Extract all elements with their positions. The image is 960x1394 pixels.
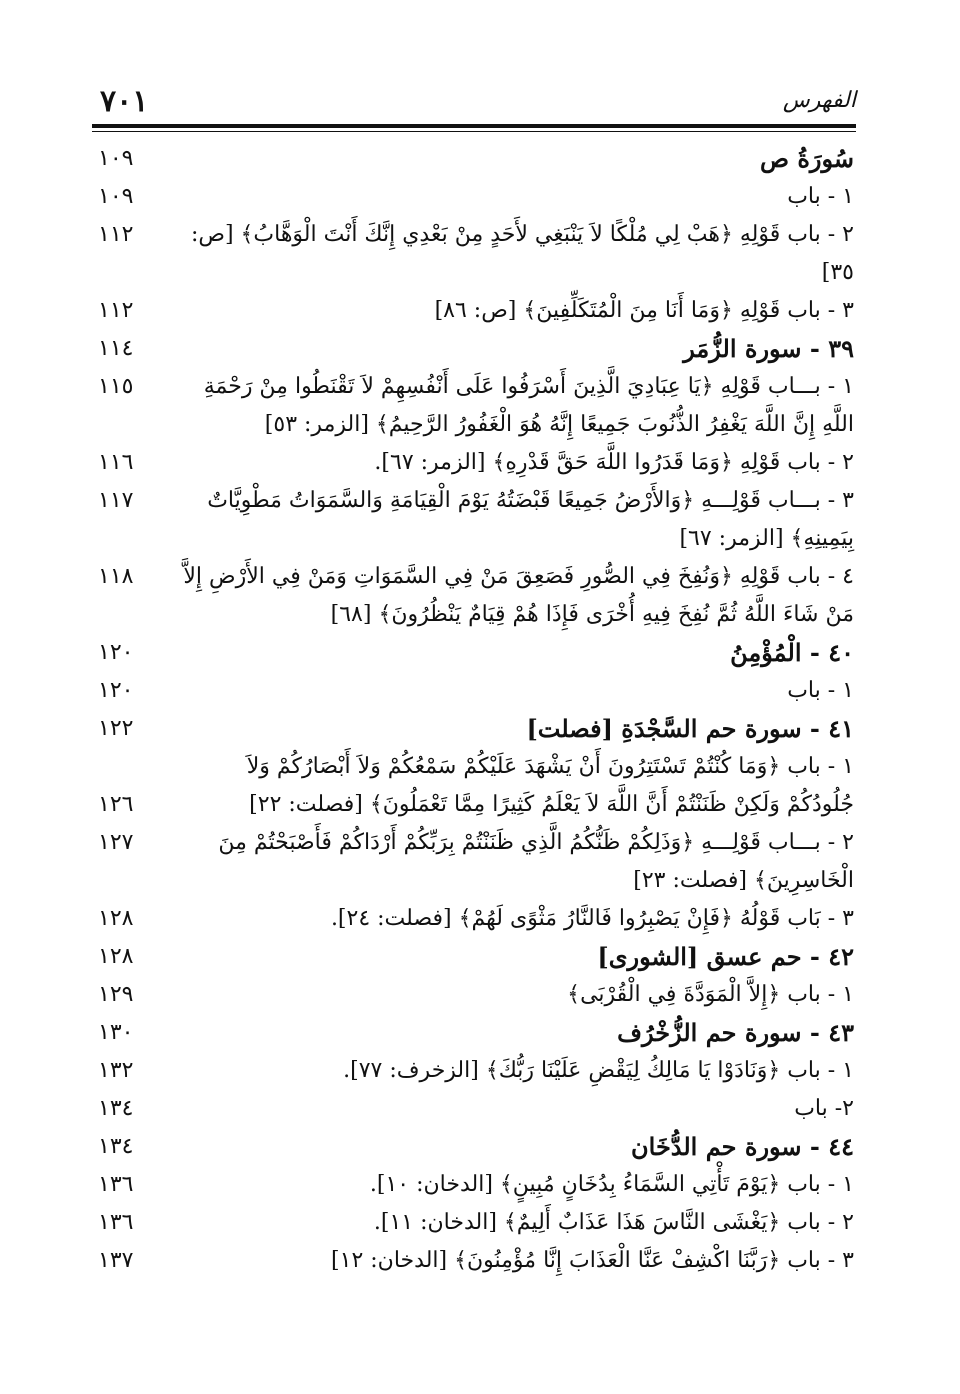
entry-page-number: ١١٤ [98,336,134,361]
index-entry-row [92,824,856,900]
index-entry-row [92,292,856,330]
entry-page-number: ١٢٠ [98,640,134,665]
surah-heading: ٤٣ - سورة حم الزُّخْرُف [617,1018,854,1047]
index-entry-row [92,368,856,444]
entry-text: ٣ - بـــاب قَوْلِـــهِ ﴿وَالأَرْضُ جَمِيعًا قَبْضَتُهُ يَوْمَ الْقِيَامَةِ وَالسَّمَوَاتُ مَطْوِيَّاتٌ بِيَمِينِهِ﴾ [الزمر: ٦٧] [207,488,854,551]
index-entry-row [92,1204,856,1242]
index-heading-row [92,938,856,976]
entry-page-number: ١١٦ [98,450,134,475]
index-entry-row [92,482,856,558]
surah-heading: ٤٤ - سورة حم الدُّخَان [631,1132,854,1161]
entry-text: ٣ - باب قَوْلِهِ ﴿وَمَا أَنَا مِنَ الْمُتَكَلِّفِينَ﴾ [ص: ٨٦] [434,298,854,323]
page-header [92,80,856,124]
running-title: الفهرس [782,88,856,113]
entry-text: ١ - باب ﴿إِلاَّ الْمَوَدَّةَ فِي الْقُرْبَى﴾ [567,982,854,1007]
entry-page-number: ١٣٤ [98,1096,134,1121]
entry-text: ١ - باب ﴿وَنَادَوْا يَا مَالِكُ لِيَقْضِ عَلَيْنَا رَبُّكَ﴾ [الزخرف: ٧٧]. [343,1058,854,1083]
index-heading-row [92,1128,856,1166]
index-heading-row [92,140,856,178]
entry-page-number: ١١٧ [98,488,134,513]
index-heading-row [92,634,856,672]
index-entry-row [92,444,856,482]
entry-text: ١ - باب [787,184,854,209]
entry-text: ٣ - بَاب قَوْلُهُ ﴿فَإِنْ يَصْبِرُوا فَالنَّارُ مَثْوًى لَهُمْ﴾ [فصلت: ٢٤]. [330,906,854,931]
surah-heading: ٤١ - سورة حم السَّجْدَةِ [فصلت] [526,714,854,743]
header-rule-thick [92,124,856,128]
entry-page-number: ١٠٩ [98,146,134,171]
index-heading-row [92,330,856,368]
entry-page-number: ١٢٨ [98,906,134,931]
entry-text: ٤ - باب قَوْلِهِ ﴿وَنُفِخَ فِي الصُّورِ فَصَعِقَ مَنْ فِي السَّمَوَاتِ وَمَنْ فِي الأَرْضِ إِلاَّ مَنْ شَاءَ اللَّهُ ثُمَّ نُفِخَ فِيهِ أُخْرَى فَإِذَا هُمْ قِيَامٌ يَنْظُرُونَ﴾ [٦٨] [183,564,854,627]
entry-text: ١ - بـــاب قَوْلِهِ ﴿يَا عِبَادِيَ الَّذِينَ أَسْرَفُوا عَلَى أَنْفُسِهِمْ لاَ تَقْنَطُوا مِنْ رَحْمَةِ اللَّهِ إِنَّ اللَّهَ يَغْفِرُ الذُّنُوبَ جَمِيعًا إِنَّهُ هُوَ الْغَفُورُ الرَّحِيمُ﴾ [الزمر: ٥٣] [203,374,854,437]
entry-page-number: ١١٨ [98,564,134,589]
entry-text: ١ - باب ﴿يَوْمَ تَأْتِي السَّمَاءُ بِدُخَانٍ مُبِينٍ﴾ [الدخان: ١٠]. [369,1172,854,1197]
entry-page-number: ١٣٦ [98,1210,134,1235]
index-entry-row [92,1052,856,1090]
index-heading-row [92,1014,856,1052]
header-rule-thin [92,131,856,132]
index-entry-row [92,558,856,634]
entry-page-number: ١٢٧ [98,830,134,855]
surah-heading: ٤٢ - حم عسق [الشورى] [597,942,854,971]
entry-page-number: ١٣٦ [98,1172,134,1197]
entry-text: ١ - باب [787,678,854,703]
entry-text: ٣ - باب ﴿رَبَّنَا اكْشِفْ عَنَّا الْعَذَابَ إِنَّا مُؤْمِنُونَ﴾ [الدخان: ١٢] [331,1248,854,1273]
entry-text: ٢ - باب قَوْلِهِ ﴿وَمَا قَدَرُوا اللَّهَ حَقَّ قَدْرِهِ﴾ [الزمر: ٦٧]. [374,450,854,475]
entry-page-number: ١٢٢ [98,716,134,741]
entry-page-number: ١٢٦ [98,792,134,817]
surah-heading: ٤٠ - الْمُؤْمِنُ [730,638,854,667]
surah-heading: ٣٩ - سورة الزُّمَر [683,334,854,363]
entry-page-number: ١٢٩ [98,982,134,1007]
entry-page-number: ١١٢ [98,222,134,247]
surah-heading: سُورَةُ ص [759,144,854,173]
entry-text: ٢ - باب ﴿يَغْشَى النَّاسَ هَذَا عَذَابٌ أَلِيمٌ﴾ [الدخان: ١١]. [373,1210,854,1235]
entry-page-number: ١٠٩ [98,184,134,209]
entry-page-number: ١٢٨ [98,944,134,969]
index-entries [92,140,856,1280]
entry-page-number: ١١٢ [98,298,134,323]
entry-text: ٢- باب [794,1096,854,1121]
entry-page-number: ١١٥ [98,374,134,399]
index-entry-row [92,178,856,216]
index-entry-row [92,1242,856,1280]
index-entry-row [92,216,856,292]
index-entry-row [92,672,856,710]
index-entry-row [92,1090,856,1128]
index-entry-row [92,900,856,938]
page-number: ٧٠١ [100,84,149,119]
index-heading-row [92,710,856,748]
entry-page-number: ١٢٠ [98,678,134,703]
index-entry-row [92,748,856,824]
index-entry-row [92,976,856,1014]
entry-text: ١ - باب ﴿وَمَا كُنْتُمْ تَسْتَتِرُونَ أَنْ يَشْهَدَ عَلَيْكُمْ سَمْعُكُمْ وَلاَ أَبْصَارُكُمْ وَلاَ جُلُودُكُمْ وَلَكِنْ ظَنَنْتُمْ أَنَّ اللَّهَ لاَ يَعْلَمُ كَثِيرًا مِمَّا تَعْمَلُونَ﴾ [فصلت: ٢٢] [246,754,854,817]
entry-page-number: ١٣٤ [98,1134,134,1159]
entry-page-number: ١٣٧ [98,1248,134,1273]
entry-page-number: ١٣٢ [98,1058,134,1083]
entry-page-number: ١٣٠ [98,1020,134,1045]
entry-text: ٢ - بـــاب قَوْلِـــهِ ﴿وَذَلِكُمْ ظَنُّكُمُ الَّذِي ظَنَنْتُمْ بِرَبِّكُمْ أَرْدَاكُمْ فَأَصْبَحْتُمْ مِنَ الْخَاسِرِينَ﴾ [فصلت: ٢٣] [218,830,854,893]
index-entry-row [92,1166,856,1204]
entry-text: ٢ - باب قَوْلِهِ ﴿هَبْ لِي مُلْكًا لاَ يَنْبَغِي لأَحَدٍ مِنْ بَعْدِي إِنَّكَ أَنْتَ الْوَهَّابُ﴾ [ص: ٣٥] [190,222,854,285]
